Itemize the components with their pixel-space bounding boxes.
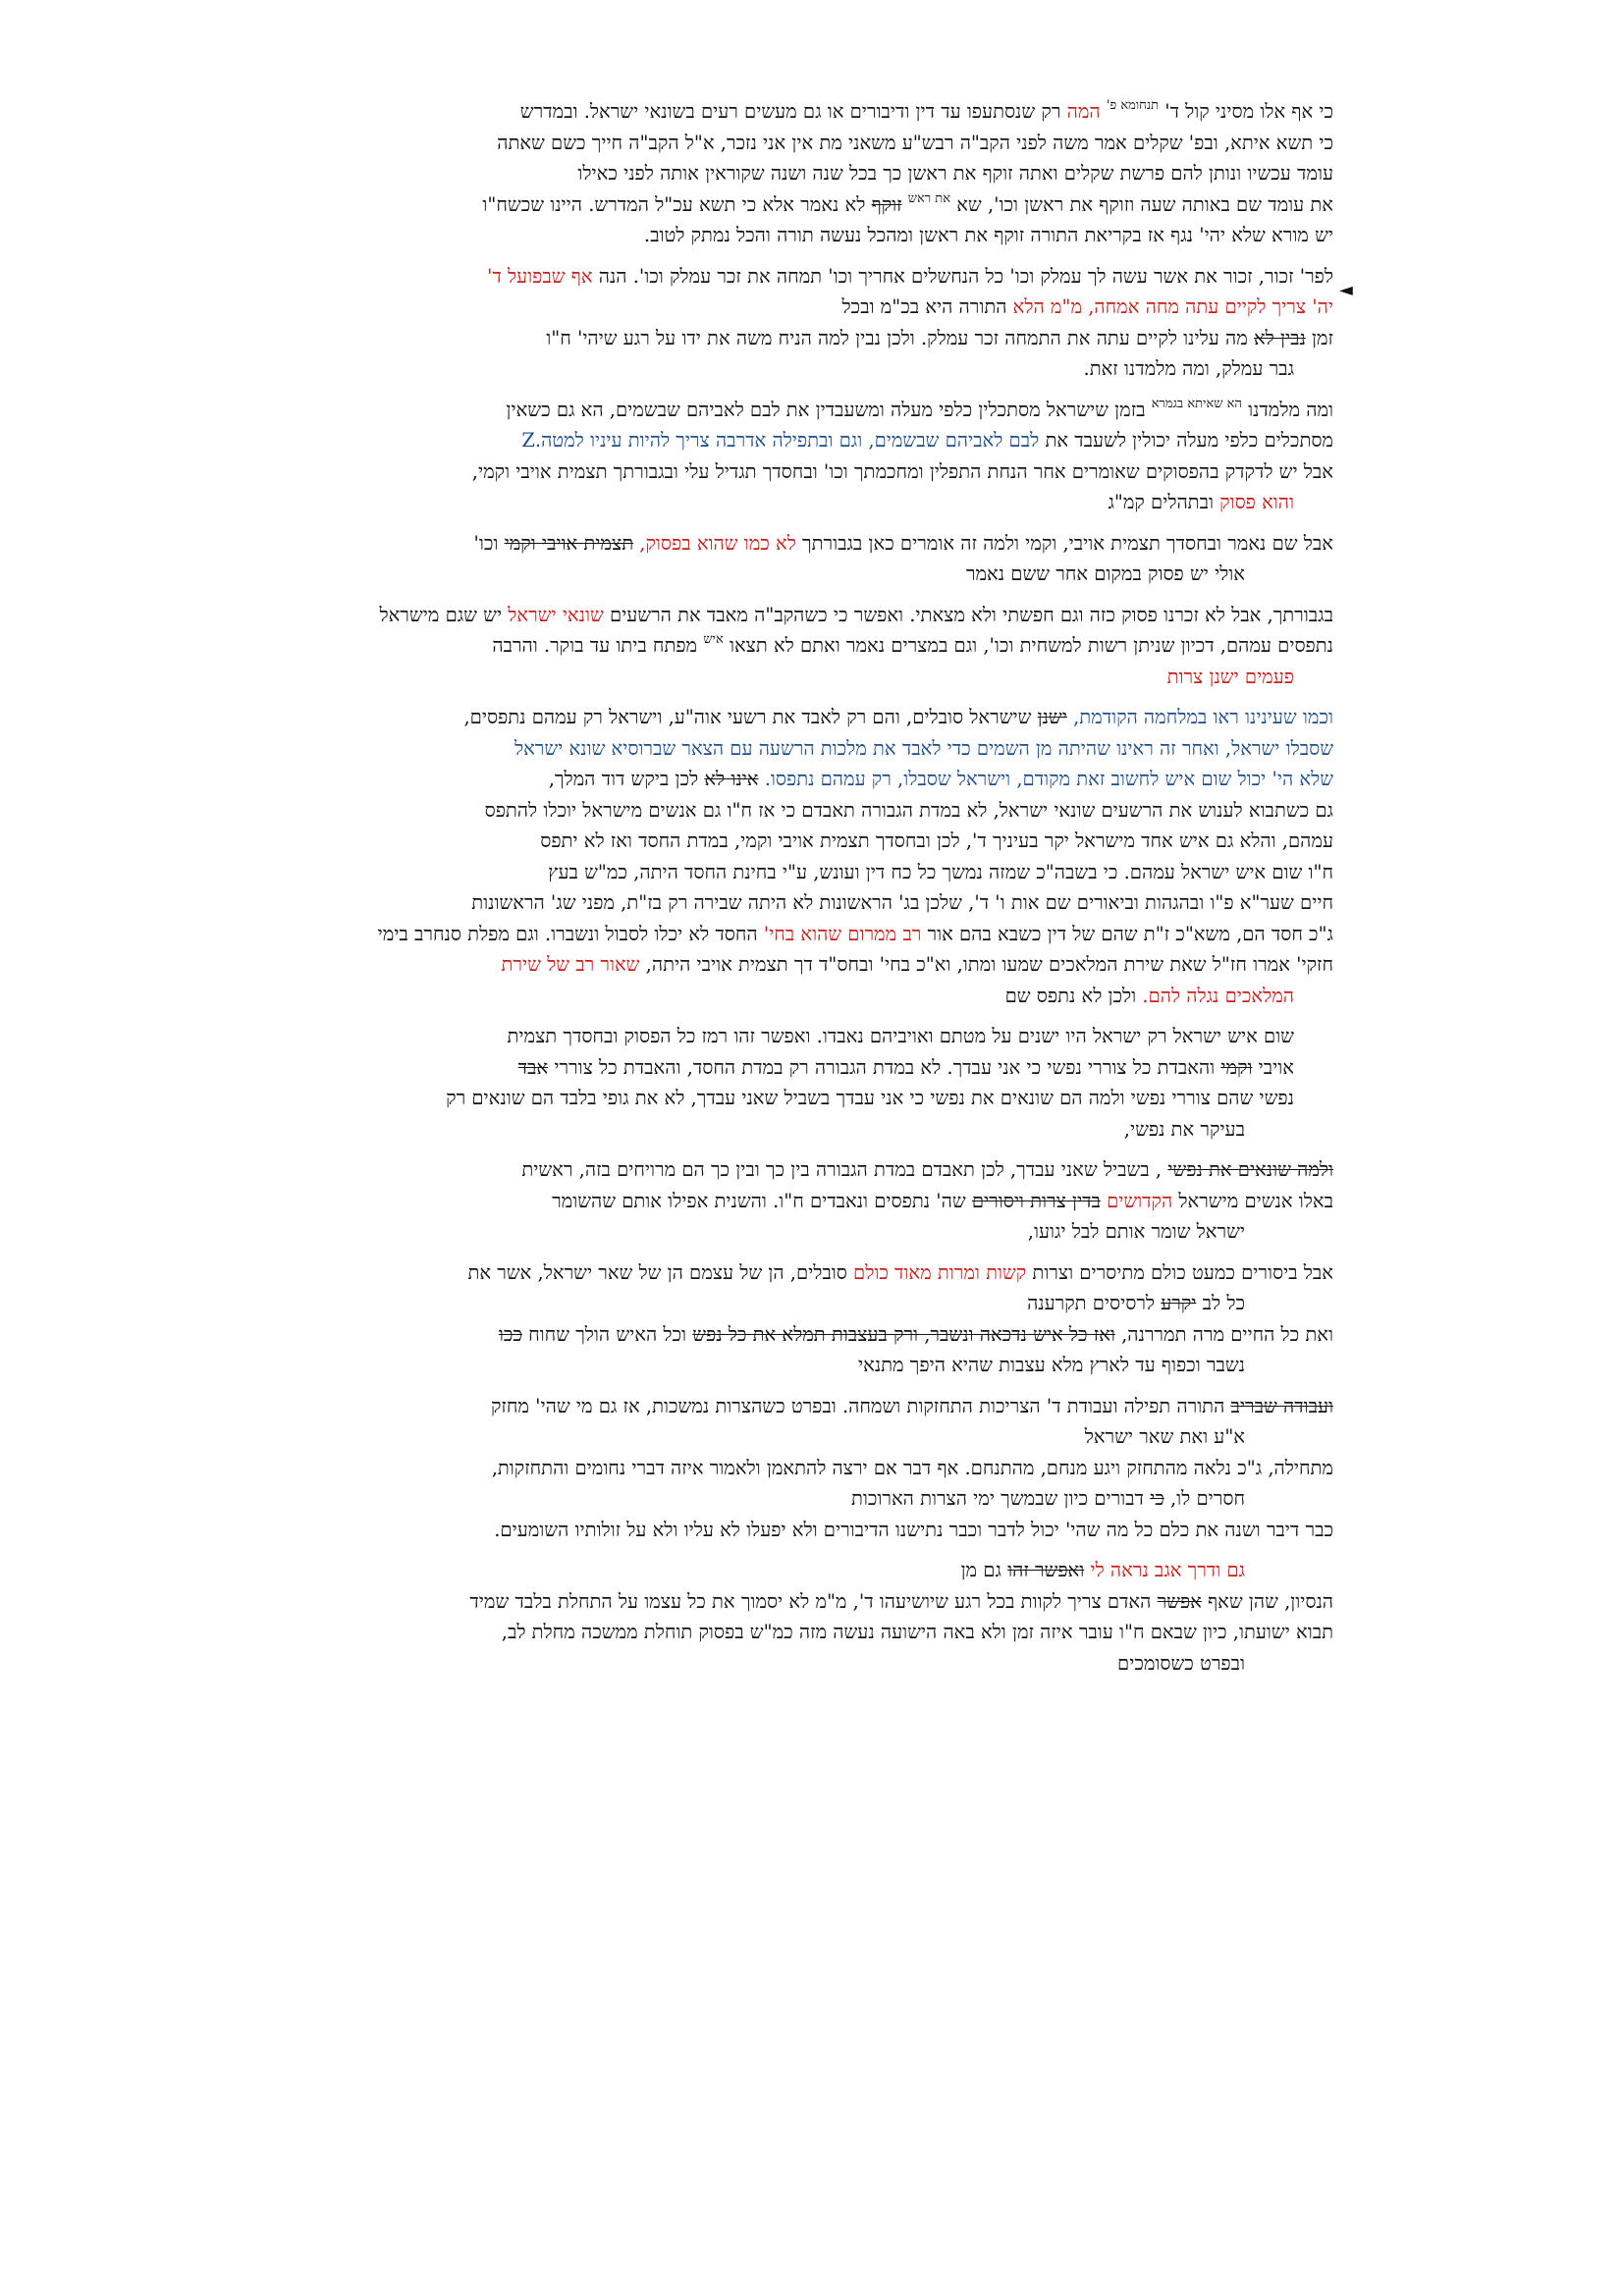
line-text: התורה תפילה ועבודת ד' הצריכות התחזקות ושמחה. ובפרט כשהצרות נמשכות, אז גם מי שהי' מחזק	[491, 1394, 1225, 1417]
text-line	[312, 1114, 1333, 1146]
red-annotation: יה' צריך לקיים עתה מחה אמחה, מ"מ הלא	[1012, 295, 1333, 318]
text-line	[312, 220, 1333, 251]
line-text: מתחילה, ג"כ נלאה מהתחזק ויגע מנחם, מהתנחם. אף דבר אם ירצה להתאמן ולאמור איזה דברי נחומים והתחזקות,	[491, 1456, 1333, 1479]
struck-text: בדין צרות ויסורים	[971, 1189, 1101, 1212]
line-text: שום איש ישראל רק ישראל היו ישנים על מטתם ואויביהם נאבדו. ואפשר זהו רמז כל הפסוק ובחסדך תצמית	[507, 1025, 1294, 1047]
struck-text: אבד	[517, 1055, 549, 1079]
line-text: כל לב	[1202, 1292, 1245, 1314]
red-annotation: והוא פסוק	[1219, 491, 1294, 513]
line-text: שבשמים, הא גם כשאין	[506, 398, 680, 421]
paragraph	[312, 528, 1333, 590]
line-text: לא נאמר אלא	[762, 192, 866, 216]
text-line	[312, 395, 1333, 426]
text-line	[312, 1453, 1333, 1484]
line-text: חזקי' אמרו חז"ל שאת שירת המלאכים שמעו ומתו, וא"כ בחי' ובחס"ד דך תצמית אויבי היתה,	[645, 953, 1333, 976]
struck-text: ישנן	[1037, 706, 1067, 728]
text-line	[312, 1648, 1333, 1680]
struck-text: ועבודה שבריב	[1230, 1394, 1333, 1417]
line-text: הנסיון, שהן שאף	[1208, 1589, 1333, 1613]
text-line	[312, 1083, 1333, 1114]
line-text: באלו אנשים מישראל	[1178, 1189, 1333, 1212]
paragraph	[312, 1391, 1333, 1546]
line-text: והאבדת כל צוררי נפשי כי אני עבדך. לא במדת הגבורה רק במדת החסד, והאבדת כל צוררי	[554, 1055, 1216, 1079]
superscript-insertion: הא שאיתא בגמרא	[1151, 396, 1242, 411]
line-text: ואת כל החיים מרה תמררנה,	[1121, 1322, 1333, 1346]
paragraph	[312, 96, 1333, 251]
text-line	[312, 292, 1333, 323]
blue-annotation: שסבלו ישראל, ואחר זה ראינו שהיתה מן השמים כדי לאבד את מלכות הרשעה עם הצאר שברוסיא שונא ישראל	[514, 736, 1333, 760]
line-text: עומד עכשיו ונותן להם פרשת שקלים ואתה זוקף את ראשן כך בכל שנה ושנה שקוראין אותה לפני כאילו	[577, 162, 1333, 185]
text-line	[312, 826, 1333, 857]
text-line	[312, 1052, 1333, 1084]
line-text: שה' נתפסים	[874, 1189, 966, 1212]
line-text: נשבר וכפוף עד לארץ מלא עצבות שהיא היפך מתנאי	[858, 1354, 1245, 1376]
line-text: , בשביל שאני עבדך, לכן תאבדם במדת הגבורה בין כך ובין כך הם מרויחים בזה, ראשית	[521, 1158, 1163, 1181]
line-text: את התמחה זכר עמלק. ולכן נבין למה הניח משה את ידו על רגע שיהי' ח"ו	[546, 326, 1091, 349]
line-text: גם מן	[960, 1559, 1001, 1581]
text-line	[312, 1257, 1333, 1289]
paragraph	[312, 1555, 1333, 1679]
line-text: וכל האיש הולך שחוח	[528, 1322, 686, 1346]
paragraph	[312, 1154, 1333, 1248]
red-annotation: לא כמו שהוא בפסוק,	[639, 531, 796, 555]
text-line	[312, 1515, 1333, 1546]
paragraph	[312, 600, 1333, 693]
line-text: אבל ביסורים כמעט כולם מתיסרים וצרות	[1032, 1260, 1333, 1284]
text-line	[312, 1555, 1333, 1586]
line-text: וכו'	[473, 531, 499, 555]
paragraph	[312, 261, 1333, 385]
line-text: שיושיעהו ד', מ"מ לא יסמוך את כל עצמו על התחלת בלבד שמיד	[469, 1589, 948, 1613]
line-text: מפתח ביתו עד בוקר. והרבה	[492, 634, 698, 657]
text-line	[312, 128, 1333, 159]
text-line	[312, 261, 1333, 293]
text-line	[312, 1021, 1333, 1052]
line-text: נפשי שהם צוררי נפשי ולמה הם שונאים את נפשי כי אני עבדך בשביל שאני עבדך, לא את גופי בלבד הם שונאים רק	[446, 1087, 1294, 1109]
struck-text: ואז כל איש נדכאה ונשבר, ורק בעצבות תמלא את כל נפש	[692, 1322, 1115, 1346]
line-text: שישראל סובלים, והם רק לאבד את רשעי אוה"ע, וישראל רק עמהם נתפסים,	[463, 706, 1032, 728]
text-line	[312, 1350, 1333, 1381]
struck-text: אפשר	[1157, 1589, 1202, 1613]
text-line	[312, 353, 1333, 385]
line-text: ישראל שומר אותם לבל יגועו,	[1027, 1220, 1245, 1243]
line-text: א"ע ואת שאר ישראל	[1084, 1425, 1245, 1448]
struck-text: ואפשר זהו	[1007, 1559, 1085, 1581]
red-annotation: הקדושים	[1107, 1189, 1173, 1212]
text-line	[312, 630, 1333, 662]
line-text: לפר' זכור, זכור את אשר עשה לך עמלק וכו' כל הנחשלים אחריך וכו' תמחה את זכר עמלק וכו'. הנה	[598, 264, 1333, 288]
line-text: כי תשא איתא, ובפ' שקלים אמר משה לפני הקב"ה רבש"ע משאני מת אין אני נזכר, א"ל הקב"ה חייך כשם שאתה	[497, 131, 1333, 154]
text-line	[312, 919, 1333, 950]
struck-text: ככו	[498, 1322, 522, 1346]
struck-text: אינו לא	[704, 768, 759, 790]
red-annotation: רב ממרום שהוא בחי'	[763, 922, 922, 945]
line-text: זמן	[1312, 326, 1333, 349]
text-line	[312, 795, 1333, 827]
line-text: כי אף אלו מסיני קול ד'	[1164, 100, 1333, 123]
text-line	[312, 96, 1333, 128]
text-line	[312, 662, 1333, 693]
line-text: לכן ביקש דוד המלך,	[548, 768, 699, 790]
text-line	[312, 1319, 1333, 1351]
blue-annotation: שלא הי' יכול שום איש לחשוב זאת מקודם, וישראל שסבלו, רק עמהם נתפסו.	[764, 768, 1333, 790]
superscript-insertion: את ראש	[907, 190, 951, 206]
red-annotation: המלאכים נגלה להם.	[1142, 984, 1294, 1007]
line-text: אבל יש לדקדק בהפסוקים שאומרים אחר הנחת התפלין ומחכמתך וכו' ובחסדך תגדיל עלי ובגבורתך תצמית אויבי וקמי,	[471, 459, 1333, 483]
line-text: תבוא ישועתו, כיון שבאם ח"ו עובר איזה זמן ולא באה הישועה נעשה מזה כמ"ש בפסוק תוחלת ממשכה מחלת לב,	[501, 1621, 1333, 1643]
line-text: ולכן לא נתפס שם	[1004, 984, 1137, 1007]
text-line	[312, 487, 1333, 518]
line-text: בגבורתך, אבל לא זכרנו פסוק כזה וגם חפשתי ולא מצאתי. ואפשר כי כשהקב"ה מאבד את הרשעים	[609, 603, 1333, 626]
line-text: גבר עמלק, ומה מלמדנו זאת.	[1083, 357, 1294, 380]
line-text: מה עלינו לקיים עתה	[1096, 326, 1248, 349]
line-text: האדם צריך לקוות בכל רגע	[954, 1589, 1152, 1613]
paragraph	[312, 395, 1333, 518]
text-line	[312, 949, 1333, 981]
superscript-insertion: איש	[703, 632, 724, 647]
line-text: ונאבדים ח"ו. והשנית אפילו אותם שהשומר	[552, 1189, 869, 1212]
red-annotation: קשות ומרות מאוד כולם	[853, 1260, 1027, 1284]
line-text: את עומד שם באותה שעה וזוקף את ראשן וכו', שא	[956, 192, 1333, 216]
line-text: ובפרט כשסומכים	[1117, 1651, 1245, 1675]
red-annotation: פעמים ישנן צרות	[1166, 665, 1294, 688]
line-text: אבל שם נאמר ובחסדך תצמית אויבי, וקמי ולמה זה אומרים כאן בגבורתך	[802, 531, 1333, 555]
line-text: סובלים, הן של עצמם הן של שאר ישראל, אשר את	[467, 1260, 847, 1284]
struck-text: זוקף	[871, 192, 902, 216]
document-body	[312, 96, 1333, 1688]
text-line	[312, 425, 1333, 456]
text-line	[312, 857, 1333, 888]
line-text: יש מורא שלא יהי' נגף אז בקריאת התורה זוקף את ראשן ומהכל נעשה תורה והכל נמתק לטוב.	[643, 224, 1333, 246]
text-line	[312, 323, 1333, 354]
line-text: אויבי	[1258, 1055, 1294, 1079]
line-text: גם כשתבוא לענוש את הרשעים שונאי ישראל, לא במדת הגבורה תאבדם כי אז ח"ו גם אנשים מישראל יוכלו להתפס	[484, 798, 1333, 822]
struck-text: ולמה שונאים את נפשי	[1167, 1158, 1333, 1181]
text-line	[312, 1288, 1333, 1319]
text-line	[312, 1617, 1333, 1648]
paragraph	[312, 1021, 1333, 1145]
line-text: החסד לא יכלו לסבול ונשברו. וגם מפלת סנחרב בימי	[377, 922, 758, 945]
text-line	[312, 189, 1333, 221]
line-text: בזמן שישראל מסתכלין כלפי מעלה ומשעבדין את לבם לאביהם	[686, 398, 1146, 421]
struck-text: יקרע	[1161, 1292, 1197, 1314]
text-line	[312, 528, 1333, 560]
line-text: בעיקר את נפשי,	[1123, 1117, 1245, 1141]
red-annotation: המה	[1066, 100, 1101, 123]
line-text: דבורים כיון שבמשך ימי הצרות הארוכות	[850, 1487, 1144, 1510]
text-line	[312, 559, 1333, 590]
text-line	[312, 1391, 1333, 1422]
line-text: עמהם, והלא גם איש אחד מישראל יקר בעיניך ד', לכן ובחסדך תצמית אויבי וקמי, במדת החסד ואז לא יתפס	[540, 829, 1333, 852]
red-annotation: שאור רב של שירת	[501, 953, 640, 976]
line-text: יש שגם מישראל	[379, 603, 503, 626]
line-text: נתפסים עמהם, דכיון שניתן רשות למשחית וכו', וגם במצרים נאמר ואתם לא תצאו	[729, 634, 1333, 657]
red-annotation: גם ודרך אגב נראה לי	[1090, 1559, 1245, 1581]
superscript-insertion: תנחומא פ'	[1106, 98, 1160, 113]
line-text: חיים שער"א פ"ו ובהגהות וביאורים שם אות ו' ד', שלכן בג' הראשונות לא היתה שבירה רק בז"ת, מפני שג' הראשונות	[471, 891, 1333, 914]
struck-text: כי	[1150, 1487, 1164, 1510]
line-text: התורה היא בכ"מ ובכל	[841, 295, 1007, 318]
text-line	[312, 600, 1333, 631]
line-text: כבר דיבר ושנה את כלם כל מה שהי' יכול לדבר וכבר נתישנו הדיבורים ולא יפעלו לא עליו ולא על זולותיו השומעים.	[494, 1518, 1333, 1541]
text-line	[312, 1421, 1333, 1453]
paragraph	[312, 1257, 1333, 1381]
bullet-arrow-icon: ◄	[1339, 280, 1353, 300]
struck-text: נבין לא	[1253, 326, 1306, 349]
line-text: חסרים לו,	[1169, 1487, 1245, 1510]
text-line	[312, 702, 1333, 733]
paragraph	[312, 702, 1333, 1011]
line-text: לרסיסים תקרענה	[1027, 1292, 1156, 1314]
text-line	[312, 764, 1333, 795]
red-annotation: אף שבפועל ד'	[487, 264, 593, 288]
text-line	[312, 733, 1333, 765]
text-line	[312, 456, 1333, 488]
line-text: ובתהלים קמ"ג	[1108, 491, 1214, 513]
line-text: רק שנסתעפו עד דין ודיבורים או גם מעשים רעים בשונאי ישראל. ובמדרש	[519, 100, 1061, 123]
text-line	[312, 1586, 1333, 1618]
text-line	[312, 158, 1333, 189]
red-annotation: שונאי ישראל	[508, 603, 604, 626]
text-line	[312, 981, 1333, 1012]
blue-annotation: וכמו שעינינו ראו במלחמה הקודמת,	[1073, 706, 1333, 728]
text-line	[312, 1216, 1333, 1248]
struck-text: תצמית אויבי וקמי	[504, 531, 634, 555]
text-line	[312, 1186, 1333, 1217]
struck-text: וקמי	[1220, 1055, 1253, 1079]
blue-annotation: לבם לאביהם שבשמים, וגם ובתפילה אדרבה צריך להיות עיניו למטה.Z	[521, 429, 1040, 452]
text-line	[312, 1154, 1333, 1186]
line-text: מסתכלים כלפי מעלה יכולין לשעבד את	[1045, 429, 1333, 452]
line-text: ג"כ חסד הם, משא"כ ז"ת שהם של דין כשבא בהם אור	[927, 922, 1333, 945]
line-text: כי תשא עכ"ל המדרש. היינו שכשח"ו	[482, 192, 757, 216]
text-line	[312, 1483, 1333, 1515]
line-text: ח"ו שום איש ישראל עמהם. כי בשבה"כ שמזה נמשך כל כח דין ועונש, ע"י בחינת החסד היתה, כמ"ש בעץ	[548, 860, 1333, 883]
line-text: ומה מלמדנו	[1248, 398, 1333, 421]
line-text: אולי יש פסוק במקום אחר ששם נאמר	[965, 562, 1245, 585]
text-line	[312, 887, 1333, 919]
